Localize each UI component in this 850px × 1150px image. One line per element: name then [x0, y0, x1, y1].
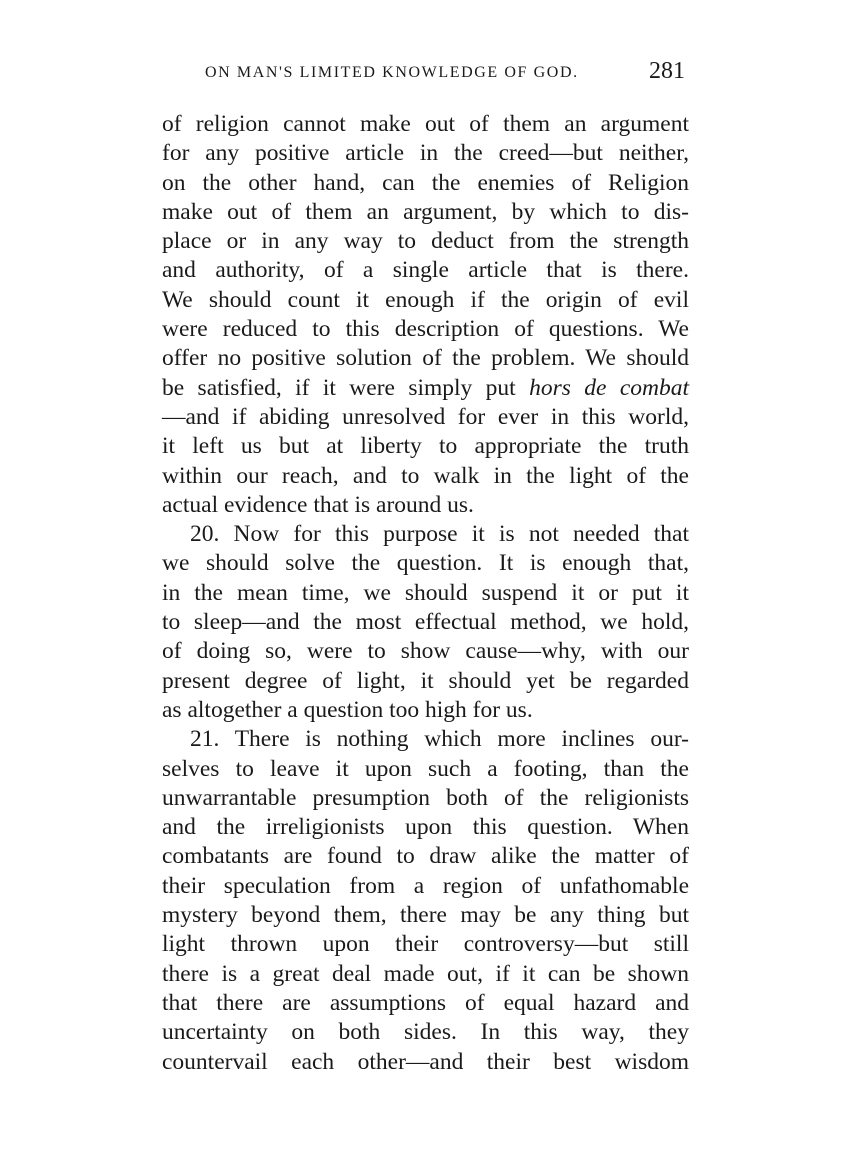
- text-line-content: and the irreligionists upon this question. When: [162, 814, 689, 841]
- text-line: [162, 725, 689, 754]
- page-number: 281: [649, 58, 685, 84]
- text-line-content: that there are assumptions of equal hazard and: [162, 989, 689, 1016]
- text-line: [162, 374, 689, 403]
- text-line-content: 21. There is nothing which more inclines our-: [190, 726, 689, 753]
- text-line: [162, 198, 689, 227]
- text-line: [162, 960, 689, 989]
- text-line-content: place or in any way to deduct from the strength: [162, 228, 689, 255]
- text-line: [162, 989, 689, 1018]
- body-text: [162, 110, 689, 1077]
- text-line-content: make out of them an argument, by which to dis-: [162, 198, 689, 225]
- text-line-content: light thrown upon their controversy—but still: [162, 931, 689, 958]
- text-line-content: 20. Now for this purpose it is not needed that: [190, 521, 689, 548]
- text-line-content: for any positive article in the creed—but neither,: [162, 140, 689, 167]
- text-line-content: uncertainty on both sides. In this way, they: [162, 1019, 689, 1046]
- text-line: [162, 432, 689, 461]
- text-line: [162, 872, 689, 901]
- text-line-content: to sleep—and the most effectual method, we hold,: [162, 609, 689, 636]
- text-line-content: combatants are found to draw alike the matter of: [162, 843, 689, 870]
- text-line-content: were reduced to this description of questions. We: [162, 316, 689, 343]
- text-line: [162, 930, 689, 959]
- text-line-content: mystery beyond them, there may be any thing but: [162, 902, 689, 929]
- text-line-content: present degree of light, it should yet be regarded: [162, 667, 689, 694]
- text-line: [162, 344, 689, 373]
- text-line-content: of doing so, were to show cause—why, with our: [162, 638, 689, 665]
- text-line-content: it left us but at liberty to appropriate the truth: [162, 433, 689, 460]
- text-line: [162, 549, 689, 578]
- text-line: [162, 667, 689, 696]
- text-line-content: and authority, of a single article that is there.: [162, 257, 689, 284]
- text-line: [162, 520, 689, 549]
- text-line: [162, 842, 689, 871]
- text-line: [162, 403, 689, 432]
- text-line: [162, 784, 689, 813]
- text-line-content: we should solve the question. It is enough that,: [162, 550, 689, 577]
- text-line: [162, 286, 689, 315]
- italic-phrase: hors de combat: [529, 374, 689, 401]
- text-line: [162, 139, 689, 168]
- text-line: [162, 110, 689, 139]
- text-line: [162, 901, 689, 930]
- text-line-content: of religion cannot make out of them an argument: [162, 111, 689, 137]
- text-line: [162, 169, 689, 198]
- text-line-content: actual evidence that is around us.: [162, 491, 474, 518]
- text-line: [162, 579, 689, 608]
- text-line: [162, 755, 689, 784]
- text-line: [162, 315, 689, 344]
- running-title: ON MAN'S LIMITED KNOWLEDGE OF GOD.: [205, 64, 579, 81]
- text-line: [162, 696, 689, 725]
- text-line-content: —and if abiding unresolved for ever in this world,: [162, 403, 689, 430]
- text-line-content: We should count it enough if the origin of evil: [162, 286, 689, 313]
- text-line-content: be satisfied, if it were simply put: [162, 374, 530, 401]
- text-line: [162, 462, 689, 491]
- text-line-content: within our reach, and to walk in the light of the: [162, 462, 689, 489]
- running-head: [205, 60, 685, 90]
- text-line: [162, 256, 689, 285]
- text-line-content: in the mean time, we should suspend it or put it: [162, 579, 689, 606]
- text-line-content: their speculation from a region of unfathomable: [162, 872, 689, 899]
- text-line-content: selves to leave it upon such a footing, than the: [162, 755, 689, 782]
- text-line: [162, 608, 689, 637]
- text-line-content: on the other hand, can the enemies of Religion: [162, 169, 689, 196]
- text-line-content: there is a great deal made out, if it can be shown: [162, 960, 689, 987]
- text-line: [162, 637, 689, 666]
- text-line-content: offer no positive solution of the problem. We should: [162, 345, 689, 372]
- text-line-content: countervail each other—and their best wisdom: [162, 1048, 689, 1075]
- text-line: [162, 813, 689, 842]
- text-line-content: unwarrantable presumption both of the religionists: [162, 784, 689, 811]
- text-line: [162, 227, 689, 256]
- text-line: [162, 491, 689, 520]
- text-line: [162, 1018, 689, 1047]
- text-line: [162, 1048, 689, 1077]
- text-line-content: as altogether a question too high for us.: [162, 696, 533, 723]
